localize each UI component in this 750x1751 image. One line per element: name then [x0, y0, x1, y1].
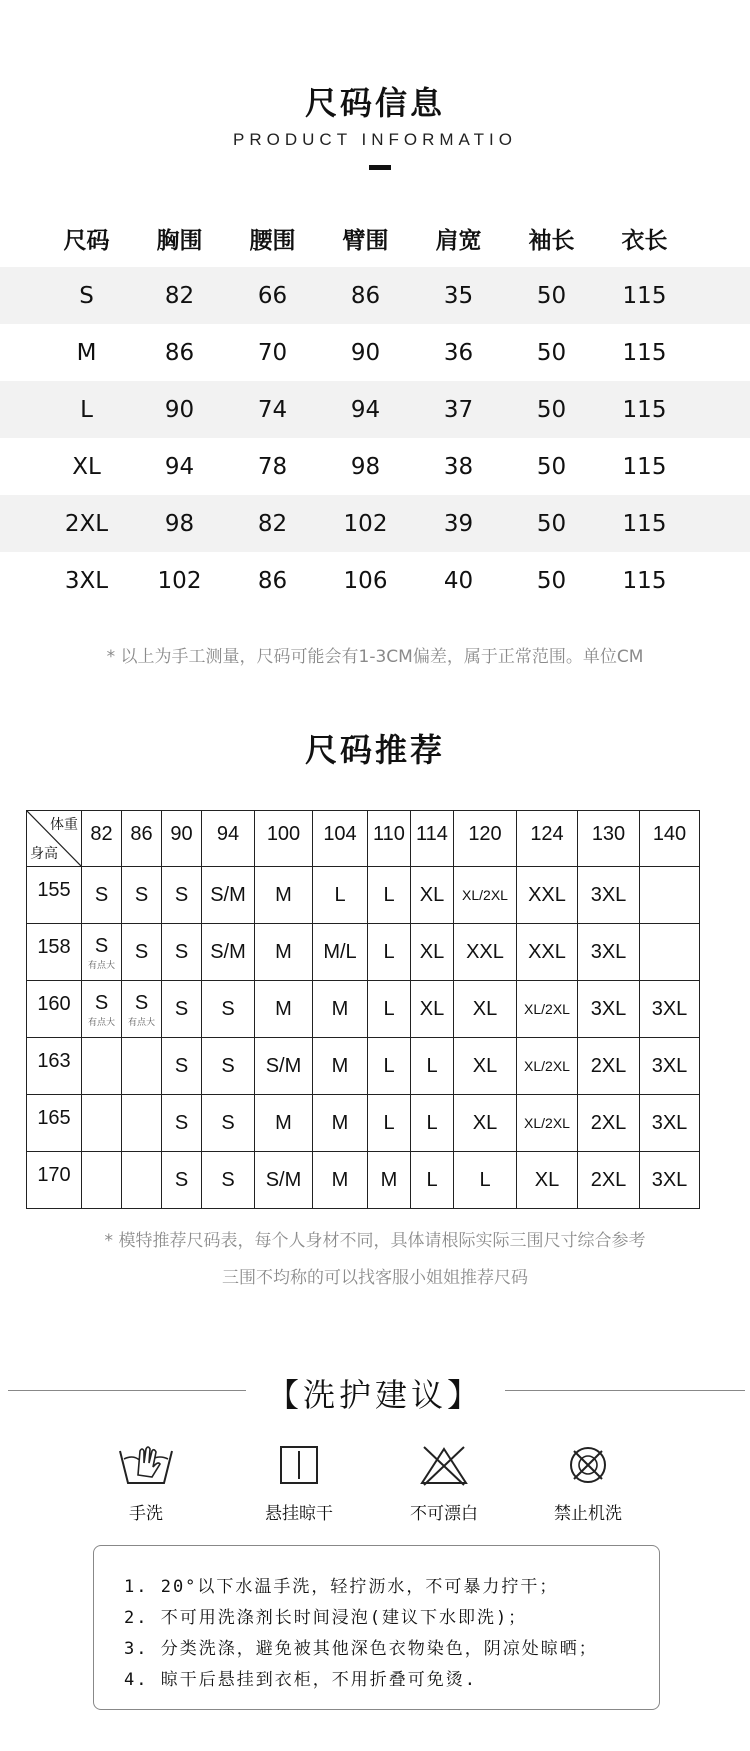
size-cell: 86	[257, 567, 288, 594]
recommend-cell	[313, 924, 368, 981]
size-cell: 98	[164, 510, 195, 537]
recommend-size-value: L	[383, 940, 395, 963]
recommend-size-value: S/M	[210, 940, 246, 963]
recommend-size-hint: 有点大	[127, 1016, 155, 1027]
recommend-size-hint: 有点大	[87, 1016, 115, 1027]
care-instruction: 1. 20°以下水温手洗，轻拧沥水，不可暴力拧干；	[124, 1577, 559, 1597]
recommend-cell	[454, 867, 517, 924]
recommend-row	[27, 981, 700, 1038]
recommend-size-value: 2XL	[590, 1111, 627, 1134]
recommend-cell	[313, 867, 368, 924]
size-cell: M	[76, 339, 97, 366]
recommend-cell	[162, 924, 202, 981]
recommend-cell	[255, 1038, 313, 1095]
care-item-hand-wash	[86, 1445, 206, 1524]
recommend-cell	[578, 1038, 640, 1095]
recommend-cell	[640, 1152, 700, 1209]
recommend-cell	[255, 1095, 313, 1152]
recommend-size-value: M	[275, 940, 292, 963]
recommend-cell	[517, 1152, 578, 1209]
recommend-size-value: M/L	[323, 940, 357, 963]
size-table-row	[0, 324, 750, 381]
care-label: 不可漂白	[410, 1504, 478, 1524]
recommend-cell	[368, 867, 411, 924]
size-cell: 82	[257, 510, 288, 537]
recommend-cell	[578, 981, 640, 1038]
size-cell: 115	[622, 567, 667, 594]
recommend-cell	[411, 1152, 454, 1209]
recommend-size-value: XL	[534, 1168, 560, 1191]
size-cell: 70	[257, 339, 288, 366]
recommend-cell	[640, 924, 700, 981]
recommend-title: 尺码推荐	[304, 731, 445, 769]
size-cell: 86	[350, 282, 381, 309]
recommend-size-value: L	[383, 997, 395, 1020]
recommend-size-value: S	[134, 940, 149, 963]
recommend-size-value: S	[94, 883, 109, 906]
recommend-size-value: S	[174, 1168, 189, 1191]
recommend-cell	[313, 1038, 368, 1095]
recommend-size-value: L	[479, 1168, 491, 1191]
recommend-size-value: XL	[472, 997, 498, 1020]
recommend-size-value: S	[94, 991, 109, 1014]
height-header-cell: 158	[27, 924, 82, 981]
weight-header-cell: 114	[411, 811, 454, 867]
recommend-cell	[640, 981, 700, 1038]
recommend-size-value: 3XL	[651, 1168, 688, 1191]
recommend-cell	[578, 924, 640, 981]
recommend-size-hint: 有点大	[87, 959, 115, 970]
recommend-cell	[517, 867, 578, 924]
size-table-row	[0, 552, 750, 609]
recommend-size-value: XXL	[528, 940, 566, 963]
recommend-row	[27, 1095, 700, 1152]
size-cell: 2XL	[64, 510, 109, 537]
hang-dry-icon	[271, 1445, 327, 1487]
recommend-size-value: S	[174, 940, 189, 963]
recommend-size-value: S	[221, 1111, 235, 1134]
recommend-cell	[640, 1095, 700, 1152]
recommend-cell	[640, 1038, 700, 1095]
recommend-cell	[454, 1038, 517, 1095]
corner-cell	[27, 811, 82, 867]
no-bleach-icon	[416, 1445, 472, 1487]
recommend-size-value: XL/2XL	[524, 1001, 570, 1017]
recommend-cell	[82, 867, 122, 924]
height-header-cell: 160	[27, 981, 82, 1038]
recommend-cell	[255, 1152, 313, 1209]
recommend-cell	[578, 1095, 640, 1152]
size-cell: 82	[164, 282, 195, 309]
recommend-cell	[640, 867, 700, 924]
care-instructions-box	[93, 1545, 660, 1710]
recommend-cell	[162, 1152, 202, 1209]
recommend-cell	[411, 924, 454, 981]
recommend-size-value: L	[383, 883, 395, 906]
weight-header-cell: 100	[255, 811, 313, 867]
size-cell: 94	[350, 396, 381, 423]
size-table-row	[0, 381, 750, 438]
care-instruction: 4. 晾干后悬挂到衣柜，不用折叠可免烫.	[124, 1670, 477, 1690]
size-cell: 40	[443, 567, 474, 594]
weight-header-cell: 140	[640, 811, 700, 867]
recommend-cell	[313, 1152, 368, 1209]
size-info-title: 尺码信息	[304, 84, 445, 122]
size-cell: 98	[350, 453, 381, 480]
recommend-size-value: M	[275, 997, 292, 1020]
size-table-row	[0, 438, 750, 495]
size-cell: 66	[257, 282, 288, 309]
recommend-cell	[82, 981, 122, 1038]
recommend-size-value: 3XL	[590, 883, 627, 906]
size-header-cell: 衣长	[621, 228, 668, 254]
recommend-cell	[368, 1095, 411, 1152]
recommend-cell	[162, 867, 202, 924]
care-item-hang-dry	[239, 1445, 359, 1524]
weight-header-cell: 124	[517, 811, 578, 867]
recommend-size-value: S	[221, 1054, 235, 1077]
recommend-size-value: XXL	[466, 940, 504, 963]
size-cell: 35	[443, 282, 474, 309]
size-cell: 115	[622, 510, 667, 537]
no-machine-wash-icon	[560, 1445, 616, 1487]
recommend-cell	[255, 981, 313, 1038]
recommend-cell	[255, 924, 313, 981]
recommend-size-value: M	[331, 997, 349, 1020]
recommend-cell	[454, 924, 517, 981]
size-cell: L	[80, 396, 93, 423]
recommend-size-value: M	[380, 1168, 398, 1191]
recommend-size-value: S	[174, 1111, 189, 1134]
recommend-size-value: L	[383, 1111, 395, 1134]
recommend-size-value: S	[134, 991, 149, 1014]
recommend-cell	[578, 867, 640, 924]
recommend-cell	[82, 1152, 122, 1209]
recommend-cell	[162, 981, 202, 1038]
recommend-size-value: 3XL	[590, 997, 627, 1020]
size-cell: 115	[622, 339, 667, 366]
recommend-row	[27, 867, 700, 924]
size-cell: 38	[443, 453, 474, 480]
care-label: 悬挂晾干	[265, 1504, 333, 1524]
size-header-cell: 肩宽	[435, 228, 482, 254]
size-cell: 86	[164, 339, 195, 366]
size-header-cell: 尺码	[63, 228, 110, 254]
recommend-size-value: M	[331, 1111, 349, 1134]
recommend-size-value: XL	[472, 1111, 498, 1134]
care-instruction: 2. 不可用洗涤剂长时间浸泡(建议下水即洗)；	[124, 1608, 528, 1628]
recommend-size-value: S	[174, 1054, 189, 1077]
size-cell: 102	[157, 567, 202, 594]
recommend-cell	[202, 1095, 255, 1152]
recommend-size-value: M	[275, 883, 292, 906]
recommend-size-value: L	[426, 1111, 438, 1134]
recommend-cell	[313, 1095, 368, 1152]
recommend-cell	[82, 1038, 122, 1095]
recommend-size-value: L	[426, 1054, 438, 1077]
recommend-cell	[82, 924, 122, 981]
size-cell: 90	[164, 396, 195, 423]
size-header-cell: 胸围	[156, 228, 203, 254]
recommend-size-value: XL/2XL	[524, 1115, 570, 1131]
size-cell: 50	[536, 567, 567, 594]
height-header-cell: 163	[27, 1038, 82, 1095]
recommend-cell	[162, 1038, 202, 1095]
size-cell: 50	[536, 282, 567, 309]
weight-header-cell: 94	[202, 811, 255, 867]
size-cell: 90	[350, 339, 381, 366]
size-cell: 78	[257, 453, 288, 480]
recommend-cell	[517, 1095, 578, 1152]
recommend-cell	[313, 981, 368, 1038]
recommend-size-value: 3XL	[590, 940, 627, 963]
size-cell: 115	[622, 396, 667, 423]
recommend-size-value: L	[426, 1168, 438, 1191]
size-cell: 115	[622, 453, 667, 480]
recommend-size-value: L	[383, 1054, 395, 1077]
recommend-size-value: XL/2XL	[462, 887, 508, 903]
size-cell: 94	[164, 453, 195, 480]
recommend-size-value: M	[331, 1168, 349, 1191]
recommend-header-row	[27, 811, 700, 867]
weight-header-cell: 120	[454, 811, 517, 867]
recommend-size-value: S/M	[265, 1054, 302, 1077]
size-header-cell: 腰围	[249, 228, 296, 254]
recommend-size-value: S	[174, 883, 189, 906]
recommend-cell	[411, 981, 454, 1038]
size-info-subtitle: PRODUCT INFORMATIO	[233, 130, 517, 149]
recommend-size-value: S/M	[210, 883, 246, 906]
recommend-cell	[368, 1038, 411, 1095]
size-cell: 50	[536, 396, 567, 423]
recommend-size-value: S	[94, 934, 109, 957]
recommend-size-value: XL	[419, 997, 445, 1020]
weight-header-cell: 110	[368, 811, 411, 867]
recommend-size-value: XL/2XL	[524, 1058, 570, 1074]
weight-header-cell: 104	[313, 811, 368, 867]
recommend-cell	[202, 867, 255, 924]
size-cell: S	[79, 282, 94, 309]
size-cell: 50	[536, 453, 567, 480]
recommend-cell	[255, 867, 313, 924]
height-header-cell: 155	[27, 867, 82, 924]
recommend-cell	[454, 981, 517, 1038]
size-table	[0, 210, 750, 609]
recommend-size-value: M	[331, 1054, 349, 1077]
recommend-size-value: S	[221, 997, 235, 1020]
size-header-cell: 臂围	[342, 228, 389, 254]
size-table-header	[0, 210, 750, 267]
recommend-size-value: M	[275, 1111, 292, 1134]
care-instruction: 3. 分类洗涤，避免被其他深色衣物染色，阴凉处晾晒；	[124, 1639, 598, 1659]
weight-header-cell: 90	[162, 811, 202, 867]
recommend-cell	[122, 867, 162, 924]
recommend-size-value: XXL	[528, 883, 566, 906]
care-item-no-machine-wash	[528, 1445, 648, 1524]
recommend-cell	[411, 1095, 454, 1152]
height-header-cell: 165	[27, 1095, 82, 1152]
size-cell: 36	[443, 339, 474, 366]
recommend-cell	[162, 1095, 202, 1152]
size-table-row	[0, 267, 750, 324]
recommend-size-value: S/M	[265, 1168, 302, 1191]
size-note: * 以上为手工测量，尺码可能会有1-3CM偏差，属于正常范围。单位CM	[106, 647, 644, 667]
size-cell: 50	[536, 339, 567, 366]
recommend-cell	[454, 1095, 517, 1152]
recommend-cell	[368, 981, 411, 1038]
recommend-row	[27, 1152, 700, 1209]
recommend-size-value: S	[221, 1168, 235, 1191]
size-header-cell: 袖长	[528, 228, 575, 254]
hand-wash-icon	[118, 1445, 174, 1487]
recommend-size-value: L	[334, 883, 346, 906]
size-cell: 115	[622, 282, 667, 309]
care-label: 禁止机洗	[554, 1504, 622, 1524]
size-cell: XL	[72, 453, 101, 480]
title-divider	[369, 165, 391, 170]
recommend-row	[27, 924, 700, 981]
recommend-size-value: 2XL	[590, 1054, 627, 1077]
recommend-cell	[122, 1038, 162, 1095]
care-label: 手洗	[129, 1504, 163, 1524]
recommend-size-value: XL	[419, 883, 445, 906]
recommend-cell	[122, 924, 162, 981]
recommend-cell	[517, 924, 578, 981]
recommend-cell	[454, 1152, 517, 1209]
recommend-row	[27, 1038, 700, 1095]
recommend-cell	[122, 1095, 162, 1152]
care-item-no-bleach	[384, 1445, 504, 1524]
recommend-size-value: S	[134, 883, 149, 906]
height-header-cell: 170	[27, 1152, 82, 1209]
corner-weight-label: 体重	[50, 816, 78, 832]
size-cell: 39	[443, 510, 474, 537]
size-cell: 102	[343, 510, 388, 537]
size-cell: 74	[257, 396, 288, 423]
recommend-cell	[202, 1152, 255, 1209]
recommend-cell	[82, 1095, 122, 1152]
weight-header-cell: 86	[122, 811, 162, 867]
care-title: 【洗护建议】	[266, 1376, 483, 1414]
recommend-cell	[517, 981, 578, 1038]
size-cell: 37	[443, 396, 474, 423]
weight-header-cell: 130	[578, 811, 640, 867]
weight-header-cell: 82	[82, 811, 122, 867]
recommend-cell	[411, 1038, 454, 1095]
recommend-table	[26, 810, 700, 1209]
size-cell: 3XL	[64, 567, 109, 594]
recommend-cell	[122, 981, 162, 1038]
size-cell: 50	[536, 510, 567, 537]
recommend-cell	[122, 1152, 162, 1209]
recommend-cell	[368, 1152, 411, 1209]
recommend-cell	[578, 1152, 640, 1209]
recommend-cell	[517, 1038, 578, 1095]
recommend-size-value: XL	[419, 940, 445, 963]
recommend-note-1: * 模特推荐尺码表，每个人身材不同，具体请根际实际三围尺寸综合参考	[104, 1231, 646, 1251]
recommend-note-2: 三围不均称的可以找客服小姐姐推荐尺码	[222, 1268, 528, 1288]
corner-height-label: 身高	[30, 845, 58, 861]
size-cell: 106	[343, 567, 388, 594]
care-icons	[0, 1445, 750, 1525]
recommend-size-value: S	[174, 997, 189, 1020]
size-table-row	[0, 495, 750, 552]
recommend-cell	[368, 924, 411, 981]
recommend-size-value: XL	[472, 1054, 498, 1077]
recommend-size-value: 2XL	[590, 1168, 627, 1191]
recommend-size-value: 3XL	[651, 1111, 688, 1134]
recommend-cell	[202, 981, 255, 1038]
recommend-cell	[202, 924, 255, 981]
recommend-size-value: 3XL	[651, 997, 688, 1020]
recommend-size-value: 3XL	[651, 1054, 688, 1077]
recommend-cell	[411, 867, 454, 924]
recommend-cell	[202, 1038, 255, 1095]
